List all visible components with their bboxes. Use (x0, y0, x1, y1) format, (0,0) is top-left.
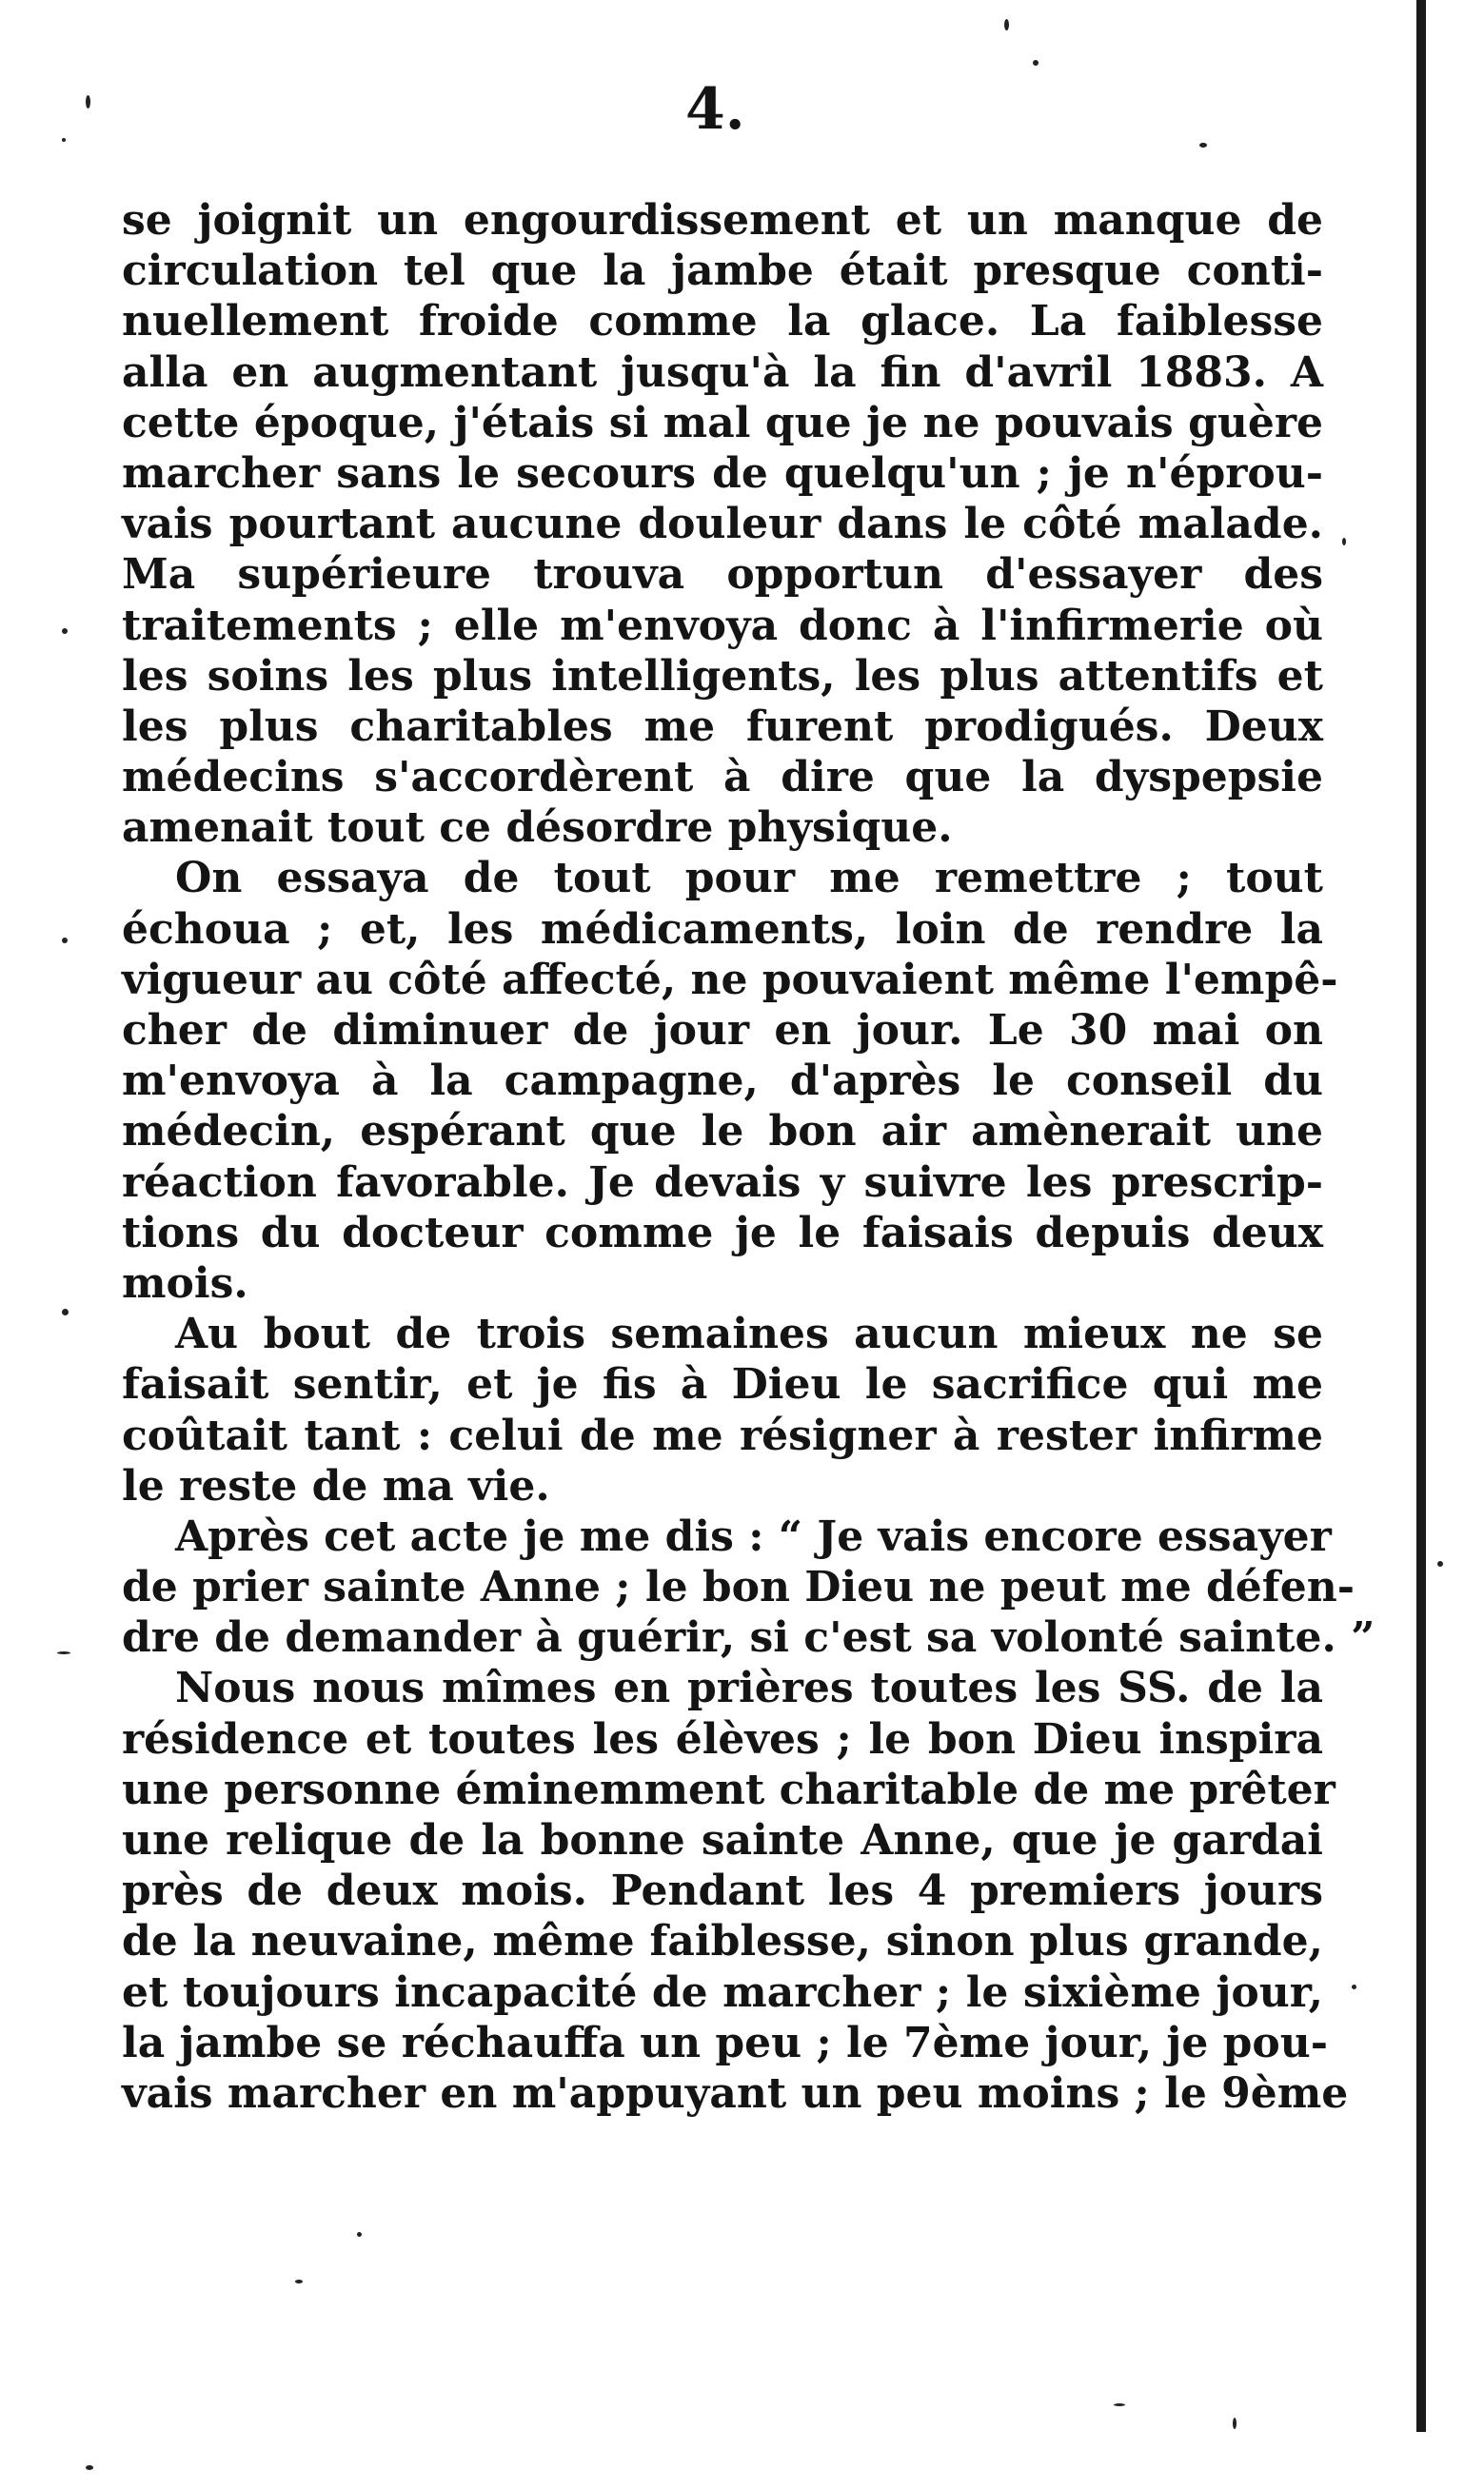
scan-speck (1352, 1985, 1356, 1989)
text-line: la jambe se réchauffa un peu ; le 7ème jour, je pou- (122, 2018, 1328, 2067)
text-line: de la neuvaine, même faiblesse, sinon plus grande, (122, 1917, 1323, 1966)
text-line: On essaya de tout pour me remettre ; tout (175, 854, 1323, 903)
scan-speck (86, 95, 90, 109)
text-line: le reste de ma vie. (122, 1461, 550, 1511)
scan-speck (1342, 538, 1346, 545)
text-line: échoua ; et, les médicaments, loin de rendre la (122, 904, 1323, 954)
text-line: marcher sans le secours de quelqu'un ; je n'éprou- (122, 448, 1323, 498)
text-line: médecin, espérant que le bon air amènerait une (122, 1107, 1323, 1156)
page-number: 4. (685, 76, 745, 143)
text-line: une relique de la bonne sainte Anne, que je gardai (122, 1816, 1323, 1865)
text-line: Nous nous mîmes en prières toutes les SS. de la (175, 1664, 1323, 1713)
text-line: vais marcher en m'appuyant un peu moins ; le 9ème (122, 2068, 1349, 2118)
text-line: et toujours incapacité de marcher ; le sixième jour, (122, 1967, 1323, 2017)
text-line: les plus charitables me furent prodigués. Deux (122, 702, 1323, 751)
text-line: nuellement froide comme la glace. La faiblesse (122, 297, 1323, 346)
text-line: dre de demander à guérir, si c'est sa volonté sainte. ” (122, 1613, 1375, 1663)
text-line: traitements ; elle m'envoya donc à l'infirmerie où (122, 601, 1323, 650)
text-line: résidence et toutes les élèves ; le bon Dieu inspira (122, 1714, 1323, 1764)
text-line: se joignit un engourdissement et un manque de (122, 196, 1323, 245)
scan-speck (1199, 143, 1207, 148)
text-line: cher de diminuer de jour en jour. Le 30 mai on (122, 1006, 1323, 1055)
text-line: vais pourtant aucune douleur dans le côté malade. (122, 500, 1323, 549)
scan-speck (357, 2232, 362, 2237)
scan-speck (62, 938, 68, 943)
text-line: coûtait tant : celui de me résigner à rester infirme (122, 1411, 1323, 1460)
text-line: amenait tout ce désordre physique. (122, 803, 953, 853)
page-edge-rule (1416, 0, 1426, 2432)
text-line: vigueur au côté affecté, ne pouvaient même l'empê- (122, 955, 1338, 1004)
text-line: Après cet acte je me dis : “ Je vais encore essayer (175, 1512, 1332, 1561)
text-line: tions du docteur comme je le faisais depuis deux (122, 1208, 1323, 1257)
text-line: mois. (122, 1258, 248, 1308)
scan-speck (1233, 2418, 1237, 2429)
text-line: les soins les plus intelligents, les plus attentifs et (122, 651, 1323, 701)
body-text (122, 195, 1375, 2119)
text-line: médecins s'accordèrent à dire que la dyspepsie (122, 753, 1323, 802)
text-line: Ma supérieure trouva opportun d'essayer des (122, 550, 1323, 600)
text-line: alla en augmentant jusqu'à la fin d'avril 1883. A (122, 347, 1323, 397)
text-line: de prier sainte Anne ; le bon Dieu ne peut me défen- (122, 1563, 1355, 1612)
text-line: m'envoya à la campagne, d'après le conseil du (122, 1057, 1323, 1106)
text-line: une personne éminemment charitable de me prêter (122, 1765, 1336, 1814)
scan-speck (62, 1309, 69, 1315)
text-line: cette époque, j'étais si mal que je ne pouvais guère (122, 398, 1323, 447)
text-line: Au bout de trois semaines aucun mieux ne se (175, 1310, 1323, 1359)
text-line: réaction favorable. Je devais y suivre les prescrip- (122, 1157, 1323, 1207)
scan-speck (1437, 1561, 1443, 1567)
text-line: près de deux mois. Pendant les 4 premiers jours (122, 1867, 1323, 1916)
scan-speck (57, 1651, 70, 1654)
scan-speck (295, 2280, 303, 2283)
scan-speck (1114, 2403, 1125, 2406)
scan-speck (86, 2465, 93, 2470)
scan-speck (62, 628, 68, 634)
text-line: circulation tel que la jambe était presque conti- (122, 247, 1323, 296)
scan-speck (1033, 60, 1039, 66)
text-line: faisait sentir, et je fis à Dieu le sacrifice qui me (122, 1360, 1323, 1410)
scan-speck (1004, 19, 1009, 30)
scan-speck (62, 138, 66, 142)
